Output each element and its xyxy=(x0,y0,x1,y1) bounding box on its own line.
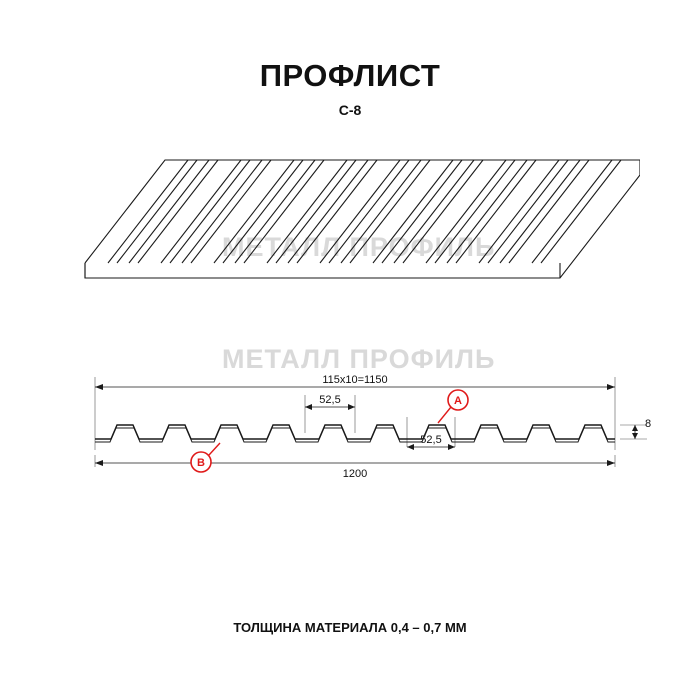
material-thickness-note: ТОЛЩИНА МАТЕРИАЛА 0,4 – 0,7 ММ xyxy=(233,620,467,635)
dim-overall-working-width: 115x10=1150 xyxy=(322,374,388,386)
page-title: ПРОФЛИСТ xyxy=(259,58,441,93)
isometric-sheet-illustration xyxy=(60,140,640,305)
marker-b-label: B xyxy=(197,457,205,469)
watermark-top: МЕТАЛЛ ПРОФИЛЬ xyxy=(222,232,496,262)
dim-total-width: 1200 xyxy=(342,468,368,480)
watermark-bottom: МЕТАЛЛ ПРОФИЛЬ xyxy=(222,344,496,374)
marker-b xyxy=(191,443,220,472)
dim-rib-pitch-top: 52,5 xyxy=(319,394,341,406)
marker-a xyxy=(438,390,468,423)
cross-section-drawing xyxy=(55,355,655,490)
profile-model-label: С-8 xyxy=(338,102,362,118)
marker-a-label: A xyxy=(454,395,462,407)
dim-rib-pitch-bottom: 52,5 xyxy=(420,434,442,446)
dim-profile-height: 8 xyxy=(645,418,652,430)
